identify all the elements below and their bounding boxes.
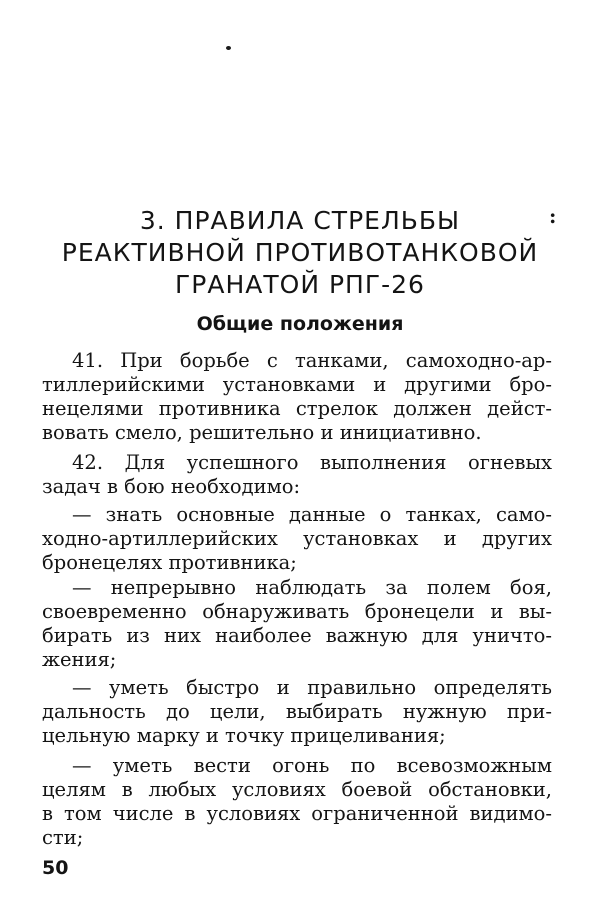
- paragraph-line: своевременно обнаруживать бронецели и вы-: [42, 600, 552, 623]
- paragraph-line: нецелями противника стрелок должен дейст-: [42, 397, 552, 420]
- list-item-know-data: [42, 503, 552, 575]
- paragraph-line: цельную марку и точку прицеливания;: [42, 724, 446, 747]
- paragraph-line: 42. Для успешного выполнения огневых: [72, 451, 552, 474]
- chapter-heading: [0, 205, 600, 301]
- section-subheading: Общие положения: [196, 313, 404, 335]
- paragraph-line: бирать из них наиболее важную для уничто-: [42, 624, 552, 647]
- paragraph-line: в том числе в условиях ограниченной видимо-: [42, 802, 552, 825]
- paragraph-line: сти;: [42, 826, 84, 849]
- paragraph-line: — знать основные данные о танках, само-: [72, 503, 552, 526]
- print-speck: [226, 46, 231, 50]
- paragraph-line: ходно-артиллерийских установках и других: [42, 527, 552, 550]
- paragraph-line: задач в бою необходимо:: [42, 475, 301, 498]
- chapter-heading-line: РЕАКТИВНОЙ ПРОТИВОТАНКОВОЙ: [61, 238, 539, 267]
- paragraph-line: целям в любых условиях боевой обстановки,: [42, 778, 552, 801]
- paragraph-line: — непрерывно наблюдать за полем боя,: [72, 576, 552, 599]
- paragraph-line: — уметь вести огонь по всевозможным: [72, 754, 552, 777]
- paragraph-line: бронецелях противника;: [42, 551, 297, 574]
- list-item-fire: [42, 754, 552, 850]
- margin-mark: :: [549, 204, 557, 228]
- paragraph-line: тиллерийскими установками и другими бро-: [42, 373, 552, 396]
- page-number: 50: [42, 857, 69, 879]
- paragraph-line: дальность до цели, выбирать нужную при-: [42, 700, 552, 723]
- paragraph-42: [42, 451, 552, 499]
- chapter-heading-line: ГРАНАТОЙ РПГ-26: [175, 270, 425, 299]
- chapter-heading-line: 3. ПРАВИЛА СТРЕЛЬБЫ: [139, 206, 461, 235]
- paragraph-line: 41. При борьбе с танками, самоходно-ар-: [72, 349, 552, 372]
- paragraph-line: — уметь быстро и правильно определять: [72, 676, 552, 699]
- paragraph-41: [42, 349, 552, 445]
- paragraph-line: жения;: [42, 648, 117, 671]
- list-item-observe: [42, 576, 552, 672]
- list-item-determine-range: [42, 676, 552, 748]
- paragraph-line: вовать смело, решительно и инициативно.: [42, 421, 482, 444]
